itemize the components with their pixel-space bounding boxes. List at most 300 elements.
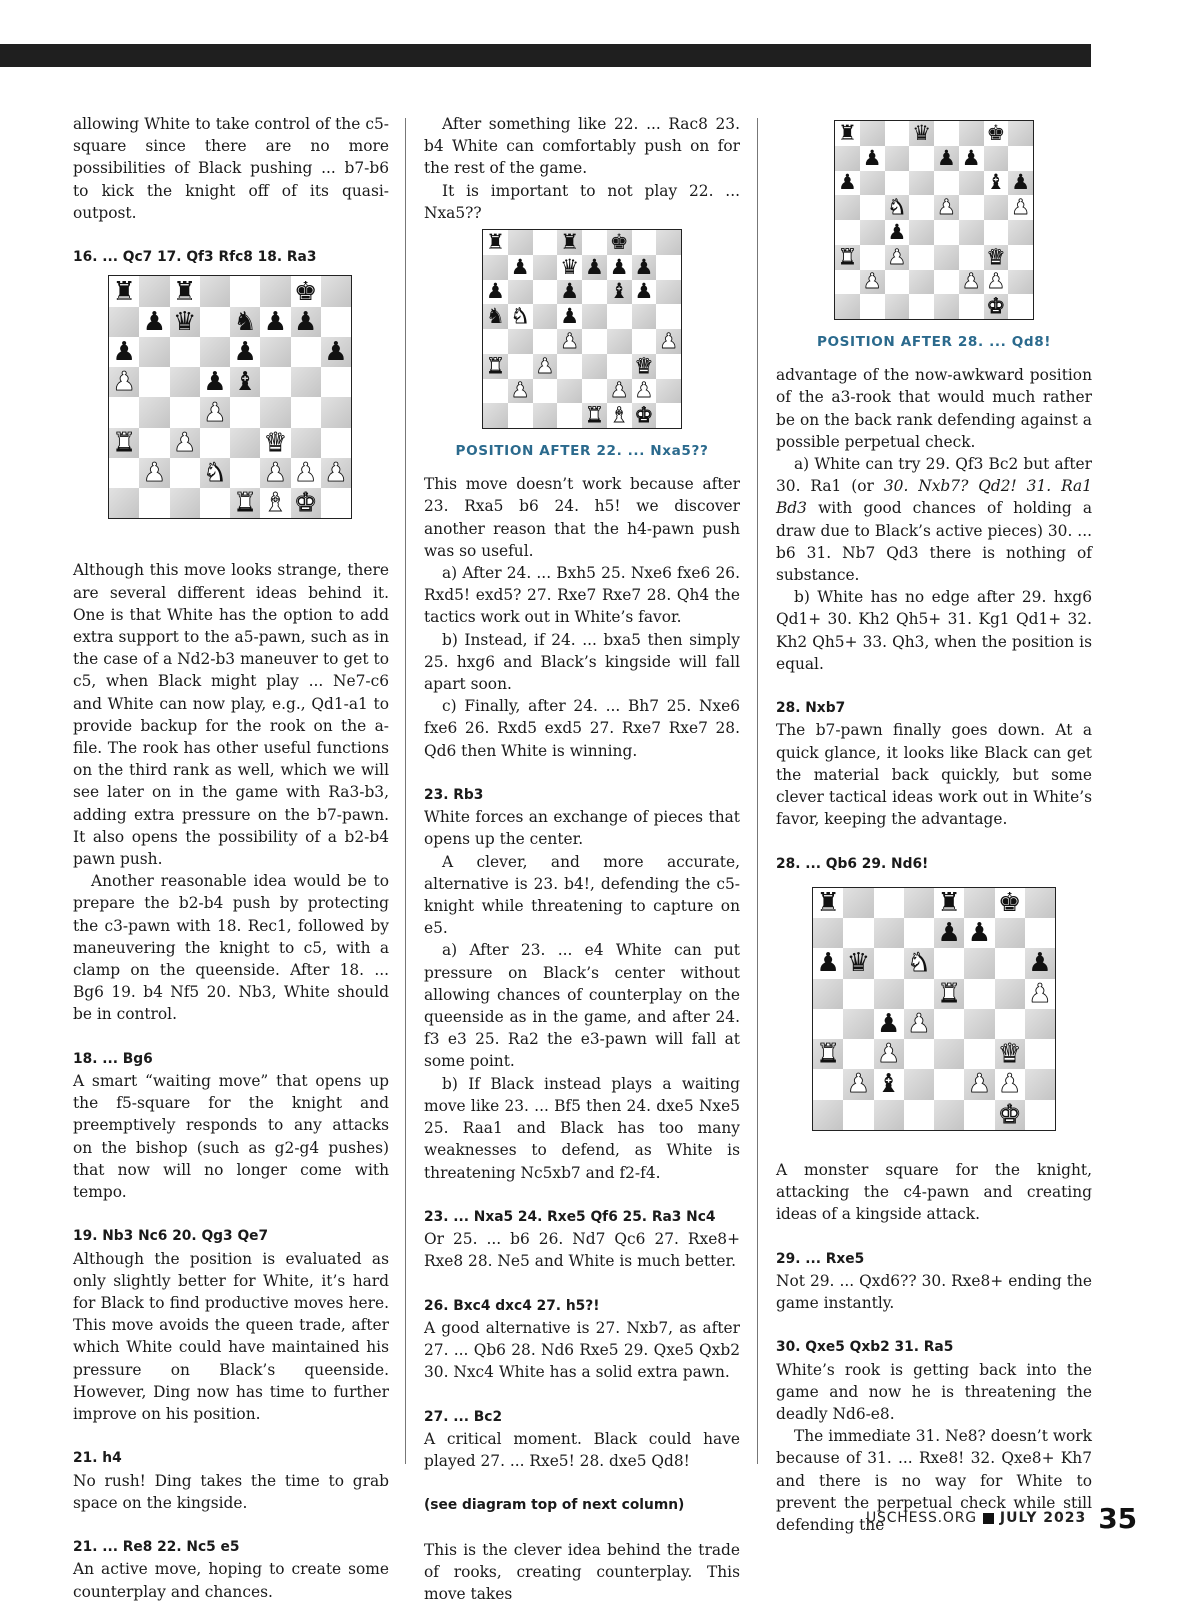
board-square (260, 428, 290, 458)
white-pawn-icon: ♟ (510, 378, 530, 403)
white-bishop-icon: ♝ (263, 488, 288, 519)
board-square (1008, 195, 1033, 220)
board-square (200, 488, 230, 518)
paragraph: Not 29. ... Qxd6?? 30. Rxe8+ ending the game instantly. (776, 1271, 1092, 1313)
board-square (843, 1069, 873, 1099)
black-queen-icon: ♛ (560, 254, 580, 279)
black-pawn-icon: ♟ (584, 254, 604, 279)
white-pawn-icon: ♟ (293, 458, 318, 489)
board-square (200, 337, 230, 367)
board-square (291, 307, 321, 337)
white-king-icon: ♚ (293, 488, 318, 519)
move-heading: 30. Qxe5 Qxb2 31. Ra5 (776, 1339, 954, 1356)
board-square (533, 403, 558, 428)
white-pawn-icon: ♟ (634, 378, 654, 403)
white-queen-icon: ♛ (997, 1039, 1022, 1070)
board-square (483, 280, 508, 305)
board-square (260, 276, 290, 306)
white-pawn-icon: ♟ (535, 353, 555, 378)
board-square (984, 220, 1009, 245)
board-square (904, 948, 934, 978)
board-square (632, 329, 657, 354)
board-square (813, 948, 843, 978)
board-square (656, 403, 681, 428)
paragraph: b) White has no edge after 29. hxg6 Qd1+ 30. Kh2 Qh5+ 31. Kg1 Qd1+ 32. Kh2 Qh5+ 33. Qh3, when the position is equal. (776, 588, 1092, 673)
board-square (321, 428, 351, 458)
board-square (835, 245, 860, 270)
board-square (909, 121, 934, 146)
board-square (200, 367, 230, 397)
board-square (582, 255, 607, 280)
black-king-icon: ♚ (986, 120, 1006, 145)
white-pawn-icon: ♟ (609, 378, 629, 403)
black-pawn-icon: ♟ (634, 254, 654, 279)
board-square (860, 171, 885, 196)
black-pawn-icon: ♟ (233, 337, 257, 368)
board-square (656, 329, 681, 354)
white-knight-icon: ♞ (887, 195, 907, 220)
board-square (139, 276, 169, 306)
board-square (139, 337, 169, 367)
board-square (291, 367, 321, 397)
board-square (260, 458, 290, 488)
board-square (995, 888, 1025, 918)
diagram-caption: POSITION AFTER 22. ... Nxa5?? (455, 443, 709, 460)
board-square (904, 979, 934, 1009)
board-square (607, 304, 632, 329)
paragraph: allowing White to take control of the c5-square since there are no more possibilities of Black pushing ... b7-b6 to kick the knight off of its quasi-outpost. (73, 115, 389, 222)
paragraph: This is the clever idea behind the trade of rooks, creating counterplay. This move takes (424, 1540, 740, 1604)
board-square (885, 220, 910, 245)
board-square (230, 397, 260, 427)
board-square (813, 1009, 843, 1039)
move-heading: 23. Rb3 (424, 787, 484, 804)
board-square (1025, 1100, 1055, 1130)
column-2 (424, 113, 740, 1605)
board-square (656, 255, 681, 280)
board-square (874, 918, 904, 948)
board-square (1025, 948, 1055, 978)
board-square (200, 428, 230, 458)
board-square (860, 245, 885, 270)
column-rule (405, 118, 406, 1464)
board-square (291, 488, 321, 518)
white-pawn-icon: ♟ (862, 269, 882, 294)
board-square (109, 276, 139, 306)
board-square (860, 220, 885, 245)
diagram-caption: POSITION AFTER 28. ... Qd8! (816, 334, 1052, 350)
board-square (904, 888, 934, 918)
column-rule (757, 118, 758, 1464)
board-square (964, 1009, 994, 1039)
board-square (291, 337, 321, 367)
paragraph: Although this move looks strange, there are several different ideas behind it. One is that White has the option to add extra support to the a5-pawn, such as in the case of a Nd2-b3 maneuver to get to c5, when Black might play ... Ne7-c6 and White can now play, e.g., Qd1-a1 to provide backup for the rook on the a-file. The rook has other useful functions on the third rank as well, which we will see later on in the game with Ra3-b3, adding extra pressure on the b7-pawn. It also opens the possibility of a b2-b4 pawn push. (73, 561, 389, 869)
black-king-icon: ♚ (293, 276, 318, 307)
black-pawn-icon: ♟ (837, 170, 857, 195)
black-knight-icon: ♞ (485, 304, 505, 329)
board-square (321, 307, 351, 337)
white-pawn-icon: ♟ (659, 328, 679, 353)
white-pawn-icon: ♟ (876, 1039, 901, 1070)
board-square (984, 270, 1009, 295)
board-square (904, 1039, 934, 1069)
white-king-icon: ♚ (986, 294, 1006, 319)
board-square (582, 354, 607, 379)
square-separator-icon (983, 1513, 994, 1524)
board-square (582, 230, 607, 255)
black-pawn-icon: ♟ (862, 145, 882, 170)
paragraph: c) Finally, after 24. ... Bh7 25. Nxe6 fxe6 26. Rxd5 exd5 27. Rxe7 Rxe7 28. Qd6 then White is winning. (424, 697, 740, 760)
board-square (1008, 220, 1033, 245)
board-square (200, 397, 230, 427)
chess-board (108, 275, 352, 519)
paragraph: A clever, and more accurate, alternative is 23. b4!, defending the c5-knight while threatening to capture on e5. (424, 852, 740, 938)
board-square (170, 488, 200, 518)
paragraph: A smart “waiting move” that opens up the f5-square for the knight and preemptively responds to any attacks on the bishop (such as g2-g4 pushes) that now will no longer come with tempo. (73, 1072, 389, 1202)
board-square (557, 280, 582, 305)
board-square (508, 354, 533, 379)
white-pawn-icon: ♟ (1011, 195, 1031, 220)
board-square (200, 458, 230, 488)
board-square (656, 280, 681, 305)
board-square (934, 1039, 964, 1069)
black-pawn-icon: ♟ (560, 304, 580, 329)
paragraph: White forces an exchange of pieces that opens up the center. (424, 808, 740, 849)
issue-date: JULY 2023 (999, 1510, 1087, 1526)
board-square (885, 195, 910, 220)
black-knight-icon: ♞ (233, 306, 257, 337)
white-rook-icon: ♜ (837, 244, 857, 269)
board-square (582, 329, 607, 354)
board-square (321, 337, 351, 367)
board-square (1008, 171, 1033, 196)
board-square (995, 918, 1025, 948)
board-square (607, 329, 632, 354)
white-queen-icon: ♛ (986, 244, 1006, 269)
board-square (835, 121, 860, 146)
board-square (656, 379, 681, 404)
board-square (995, 979, 1025, 1009)
black-rook-icon: ♜ (172, 276, 197, 307)
paragraph: The b7-pawn finally goes down. At a quick glance, it looks like Black can get the material back quickly, but some clever tactical ideas work out in White’s favor, keeping the advantage. (776, 721, 1092, 829)
board-square (813, 918, 843, 948)
board-square (874, 1100, 904, 1130)
black-pawn-icon: ♟ (112, 337, 136, 368)
board-square (321, 367, 351, 397)
board-square (1008, 245, 1033, 270)
white-pawn-icon: ♟ (142, 458, 167, 489)
board-square (964, 1039, 994, 1069)
paragraph: A monster square for the knight, attacking the c4-pawn and creating ideas of a kingside attack. (776, 1160, 1092, 1224)
board-square (964, 888, 994, 918)
board-square (934, 948, 964, 978)
black-pawn-icon: ♟ (937, 918, 961, 949)
board-square (483, 379, 508, 404)
paragraph (776, 453, 1092, 586)
move-heading: 28. Nxb7 (776, 700, 846, 717)
board-square (909, 270, 934, 295)
white-pawn-icon: ♟ (112, 367, 136, 398)
board-square (835, 146, 860, 171)
white-pawn-icon: ♟ (324, 458, 348, 489)
paragraph: No rush! Ding takes the time to grab space on the kingside. (73, 1471, 389, 1512)
black-pawn-icon: ♟ (816, 948, 840, 979)
board-square (909, 294, 934, 319)
board-square (964, 948, 994, 978)
board-square (483, 230, 508, 255)
board-square (964, 979, 994, 1009)
board-square (995, 948, 1025, 978)
board-square (885, 171, 910, 196)
black-bishop-icon: ♝ (986, 170, 1006, 195)
board-square (984, 195, 1009, 220)
board-square (934, 220, 959, 245)
move-heading: 28. ... Qb6 29. Nd6! (776, 855, 929, 872)
black-pawn-icon: ♟ (887, 219, 907, 244)
board-square (607, 403, 632, 428)
white-bishop-icon: ♝ (609, 403, 629, 428)
black-queen-icon: ♛ (172, 306, 197, 337)
board-square (291, 397, 321, 427)
paragraph: It is important to not play 22. ... Nxa5?? (424, 181, 740, 222)
board-square (508, 329, 533, 354)
board-square (582, 304, 607, 329)
move-heading: 27. ... Bc2 (424, 1408, 503, 1425)
text-run: with good chances of holding a draw due to Black’s active pieces) 30. ... b6 31. Nb7 Qd3 there is nothing of substance. (776, 499, 1092, 585)
board-square (874, 948, 904, 978)
board-square (483, 255, 508, 280)
board-square (1008, 146, 1033, 171)
board-square (934, 146, 959, 171)
board-square (508, 280, 533, 305)
white-king-icon: ♚ (634, 403, 654, 428)
paragraph: White’s rook is getting back into the game and now he is threatening the deadly Nd6-e8. (776, 1360, 1092, 1424)
board-square (885, 270, 910, 295)
board-square (860, 146, 885, 171)
chess-board (834, 120, 1034, 320)
board-square (139, 488, 169, 518)
board-square (843, 888, 873, 918)
board-square (909, 245, 934, 270)
white-pawn-icon: ♟ (986, 269, 1006, 294)
board-square (934, 888, 964, 918)
board-square (656, 304, 681, 329)
paragraph: Although the position is evaluated as only slightly better for White, it’s hard for Black to find productive moves here. This move avoids the queen trade, after which White could have maintained his pressure on Black’s queenside. However, Ding now has time to further improve on his position. (73, 1249, 389, 1424)
board-square (885, 146, 910, 171)
board-square (533, 329, 558, 354)
white-pawn-icon: ♟ (203, 397, 227, 428)
board-square (607, 255, 632, 280)
board-square (632, 354, 657, 379)
board-square (170, 367, 200, 397)
board-square (904, 918, 934, 948)
board-square (934, 195, 959, 220)
board-square (934, 121, 959, 146)
move-heading: 18. ... Bg6 (73, 1050, 153, 1067)
board-square (260, 367, 290, 397)
move-heading: 21. h4 (73, 1450, 122, 1467)
board-square (607, 379, 632, 404)
board-square (904, 1100, 934, 1130)
white-rook-icon: ♜ (937, 978, 961, 1009)
board-square (995, 1039, 1025, 1069)
board-square (632, 304, 657, 329)
move-heading: 19. Nb3 Nc6 20. Qg3 Qe7 (73, 1228, 269, 1245)
board-square (260, 488, 290, 518)
black-rook-icon: ♜ (816, 887, 840, 918)
white-rook-icon: ♜ (816, 1039, 840, 1070)
board-square (835, 220, 860, 245)
white-rook-icon: ♜ (584, 403, 604, 428)
board-square (860, 195, 885, 220)
board-square (170, 337, 200, 367)
white-king-icon: ♚ (997, 1099, 1022, 1130)
board-square (874, 1039, 904, 1069)
board-square (984, 121, 1009, 146)
board-square (959, 195, 984, 220)
board-square (1008, 270, 1033, 295)
page-number: 35 (1098, 1501, 1138, 1535)
black-bishop-icon: ♝ (609, 279, 629, 304)
board-square (533, 379, 558, 404)
paragraph: Or 25. ... b6 26. Nd7 Qc6 27. Rxe8+ Rxe8 28. Ne5 and White is much better. (424, 1230, 740, 1271)
board-square (959, 121, 984, 146)
black-king-icon: ♚ (997, 887, 1022, 918)
board-square (909, 195, 934, 220)
board-square (139, 458, 169, 488)
white-pawn-icon: ♟ (263, 458, 288, 489)
paragraph: This move doesn’t work because after 23. Rxa5 b6 24. h5! we discover another reason that the h4-pawn push was so useful. (424, 475, 740, 560)
board-square (508, 230, 533, 255)
board-square (934, 171, 959, 196)
move-heading: 23. ... Nxa5 24. Rxe5 Qf6 25. Ra3 Nc4 (424, 1208, 716, 1225)
board-square (1008, 294, 1033, 319)
black-pawn-icon: ♟ (203, 367, 227, 398)
board-square (109, 488, 139, 518)
black-pawn-icon: ♟ (142, 306, 167, 337)
board-square (885, 294, 910, 319)
board-square (557, 354, 582, 379)
board-square (139, 307, 169, 337)
white-queen-icon: ♛ (634, 353, 654, 378)
board-square (964, 1069, 994, 1099)
board-square (582, 280, 607, 305)
italic-variation: 30. Nxb7? Qd2! 31. Ra1 Bd3 (776, 477, 1092, 518)
board-square (321, 488, 351, 518)
board-square (984, 171, 1009, 196)
board-square (291, 458, 321, 488)
board-square (843, 948, 873, 978)
board-square (508, 403, 533, 428)
board-square (557, 403, 582, 428)
move-heading: 21. ... Re8 22. Nc5 e5 (73, 1539, 240, 1556)
black-pawn-icon: ♟ (634, 279, 654, 304)
board-square (557, 230, 582, 255)
board-square (835, 195, 860, 220)
white-pawn-icon: ♟ (172, 427, 197, 458)
black-pawn-icon: ♟ (967, 918, 992, 949)
board-square (109, 367, 139, 397)
board-square (934, 245, 959, 270)
board-square (533, 304, 558, 329)
board-square (934, 294, 959, 319)
black-pawn-icon: ♟ (263, 306, 288, 337)
board-square (835, 294, 860, 319)
board-square (533, 354, 558, 379)
black-pawn-icon: ♟ (1028, 948, 1052, 979)
move-heading: 26. Bxc4 dxc4 27. h5?! (424, 1297, 600, 1314)
board-square (934, 1069, 964, 1099)
move-heading: 29. ... Rxe5 (776, 1250, 865, 1267)
board-square (632, 255, 657, 280)
board-square (959, 171, 984, 196)
board-square (959, 294, 984, 319)
black-pawn-icon: ♟ (485, 279, 505, 304)
board-square (1025, 888, 1055, 918)
see-diagram-note: (see diagram top of next column) (424, 1497, 685, 1514)
board-square (533, 280, 558, 305)
board-square (291, 428, 321, 458)
board-square (109, 458, 139, 488)
board-square (508, 304, 533, 329)
board-square (964, 918, 994, 948)
board-square (508, 255, 533, 280)
board-square (843, 1100, 873, 1130)
board-square (995, 1069, 1025, 1099)
paragraph: An active move, hoping to create some counterplay and chances. (73, 1560, 389, 1601)
black-pawn-icon: ♟ (936, 145, 956, 170)
board-square (959, 270, 984, 295)
board-square (321, 458, 351, 488)
black-pawn-icon: ♟ (876, 1008, 901, 1039)
board-square (139, 397, 169, 427)
board-square (835, 270, 860, 295)
board-square (843, 979, 873, 1009)
board-square (109, 428, 139, 458)
board-square (483, 304, 508, 329)
board-square (959, 220, 984, 245)
board-square (813, 1100, 843, 1130)
board-square (843, 1009, 873, 1039)
board-square (483, 403, 508, 428)
board-square (230, 488, 260, 518)
board-square (860, 121, 885, 146)
black-queen-icon: ♛ (846, 948, 871, 979)
text-run: a) White can try 29. Qf3 Bc2 but after 30. Ra1 (or (776, 455, 1092, 496)
board-square (874, 1069, 904, 1099)
white-pawn-icon: ♟ (961, 269, 981, 294)
board-square (170, 428, 200, 458)
white-pawn-icon: ♟ (997, 1069, 1022, 1100)
paragraph: b) Instead, if 24. ... bxa5 then simply 25. hxg6 and Black’s kingside will fall apart soon. (424, 630, 740, 694)
white-knight-icon: ♞ (510, 304, 530, 329)
white-rook-icon: ♜ (485, 353, 505, 378)
paragraph: A good alternative is 27. Nxb7, as after 27. ... Qb6 28. Nd6 Rxe5 29. Qxe5 Qxb2 30. Nxc4 White has a solid extra pawn. (424, 1318, 740, 1382)
board-square (632, 403, 657, 428)
paragraph: b) If Black instead plays a waiting move like 23. ... Bf5 then 24. dxe5 Nxe5 25. Raa1 and Black has too many weaknesses to defend, as White is threatening Nc5xb7 and f2-f4. (424, 1074, 740, 1182)
board-square (934, 1009, 964, 1039)
board-square (230, 276, 260, 306)
column-3 (776, 113, 1092, 1536)
board-square (139, 367, 169, 397)
board-square (1025, 1069, 1055, 1099)
white-pawn-icon: ♟ (887, 244, 907, 269)
board-square (934, 270, 959, 295)
board-square (321, 276, 351, 306)
black-rook-icon: ♜ (937, 887, 961, 918)
board-square (260, 397, 290, 427)
black-pawn-icon: ♟ (609, 254, 629, 279)
